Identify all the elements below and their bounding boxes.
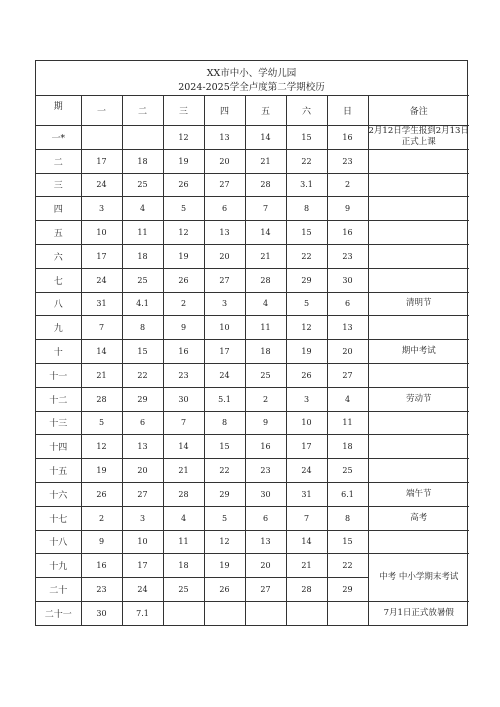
day-cell: 3 <box>81 197 122 221</box>
day-cell: 28 <box>245 173 286 197</box>
day-cell: 21 <box>286 554 327 578</box>
week-number: 八 <box>36 292 81 316</box>
day-cell: 25 <box>163 578 204 602</box>
day-cell: 19 <box>163 244 204 268</box>
week-row <box>36 173 469 197</box>
day-cell: 17 <box>81 149 122 173</box>
day-cell: 20 <box>327 340 368 364</box>
day-cell: 15 <box>327 530 368 554</box>
day-cell: 21 <box>81 363 122 387</box>
week-row <box>36 292 469 316</box>
day-cell <box>245 601 286 625</box>
day-cell: 13 <box>245 530 286 554</box>
day-cell: 26 <box>163 173 204 197</box>
day-cell: 9 <box>81 530 122 554</box>
day-cell: 16 <box>327 221 368 245</box>
day-cell: 17 <box>204 340 245 364</box>
day-cell: 28 <box>245 268 286 292</box>
day-cell: 3 <box>204 292 245 316</box>
day-cell: 10 <box>204 316 245 340</box>
day-cell: 27 <box>122 482 163 506</box>
header-notes: 备注 <box>368 96 469 126</box>
day-cell: 2 <box>163 292 204 316</box>
note-cell <box>368 221 469 245</box>
week-row <box>36 268 469 292</box>
week-number: 二十一 <box>36 601 81 625</box>
day-cell: 28 <box>286 578 327 602</box>
header-day-mon: 一 <box>81 96 122 126</box>
day-cell: 19 <box>204 554 245 578</box>
day-cell: 20 <box>122 459 163 483</box>
day-cell: 9 <box>327 197 368 221</box>
day-cell: 5 <box>163 197 204 221</box>
day-cell: 5 <box>286 292 327 316</box>
week-number: 二 <box>36 149 81 173</box>
day-cell: 8 <box>122 316 163 340</box>
day-cell: 13 <box>204 221 245 245</box>
week-row <box>36 482 469 506</box>
day-cell: 12 <box>204 530 245 554</box>
day-cell <box>163 601 204 625</box>
day-cell: 22 <box>286 244 327 268</box>
week-number: 十一 <box>36 363 81 387</box>
day-cell <box>286 601 327 625</box>
day-cell: 31 <box>286 482 327 506</box>
day-cell: 20 <box>245 554 286 578</box>
week-number: 十 <box>36 340 81 364</box>
day-cell: 26 <box>286 363 327 387</box>
day-cell: 27 <box>204 268 245 292</box>
day-cell: 9 <box>163 316 204 340</box>
week-number: 十七 <box>36 506 81 530</box>
day-cell: 23 <box>327 149 368 173</box>
day-cell: 22 <box>122 363 163 387</box>
note-cell <box>368 459 469 483</box>
week-row <box>36 244 469 268</box>
day-cell: 6.1 <box>327 482 368 506</box>
day-cell: 13 <box>327 316 368 340</box>
day-cell: 3 <box>122 506 163 530</box>
day-cell: 15 <box>122 340 163 364</box>
note-cell: 期中考试 <box>368 340 469 364</box>
note-cell <box>368 197 469 221</box>
day-cell: 29 <box>327 578 368 602</box>
day-cell: 30 <box>163 387 204 411</box>
day-cell: 24 <box>81 173 122 197</box>
day-cell: 2 <box>327 173 368 197</box>
day-cell: 25 <box>122 173 163 197</box>
note-cell <box>368 316 469 340</box>
header-day-wed: 三 <box>163 96 204 126</box>
day-cell: 17 <box>81 244 122 268</box>
note-cell: 中考 中小学期末考试 <box>368 554 469 602</box>
day-cell: 11 <box>122 221 163 245</box>
day-cell: 19 <box>163 149 204 173</box>
calendar-title <box>36 61 467 95</box>
week-row <box>36 363 469 387</box>
day-cell: 4 <box>245 292 286 316</box>
note-cell: 7月1日正式放暑假 <box>368 601 469 625</box>
note-cell: 端午节 <box>368 482 469 506</box>
week-row <box>36 221 469 245</box>
day-cell: 14 <box>245 126 286 150</box>
day-cell: 14 <box>81 340 122 364</box>
day-cell: 13 <box>204 126 245 150</box>
day-cell: 8 <box>327 506 368 530</box>
header-day-thu: 四 <box>204 96 245 126</box>
day-cell: 27 <box>245 578 286 602</box>
day-cell: 18 <box>122 149 163 173</box>
day-cell: 4 <box>122 197 163 221</box>
day-cell: 8 <box>204 411 245 435</box>
note-cell <box>368 411 469 435</box>
day-cell: 26 <box>204 578 245 602</box>
day-cell: 3 <box>286 387 327 411</box>
day-cell: 27 <box>204 173 245 197</box>
day-cell: 18 <box>122 244 163 268</box>
week-number: 十九 <box>36 554 81 578</box>
day-cell: 30 <box>327 268 368 292</box>
day-cell: 4 <box>327 387 368 411</box>
day-cell: 8 <box>286 197 327 221</box>
week-number: 四 <box>36 197 81 221</box>
day-cell: 15 <box>286 126 327 150</box>
day-cell: 21 <box>245 149 286 173</box>
day-cell: 14 <box>163 435 204 459</box>
week-row <box>36 506 469 530</box>
note-cell <box>368 244 469 268</box>
day-cell: 4 <box>163 506 204 530</box>
week-row <box>36 601 469 625</box>
day-cell: 7 <box>286 506 327 530</box>
day-cell: 20 <box>204 244 245 268</box>
day-cell: 26 <box>81 482 122 506</box>
day-cell: 24 <box>286 459 327 483</box>
week-row <box>36 435 469 459</box>
note-cell <box>368 363 469 387</box>
week-number: 十六 <box>36 482 81 506</box>
week-row <box>36 387 469 411</box>
day-cell: 6 <box>204 197 245 221</box>
day-cell: 5 <box>204 506 245 530</box>
day-cell: 6 <box>327 292 368 316</box>
day-cell: 11 <box>163 530 204 554</box>
header-day-tue: 二 <box>122 96 163 126</box>
day-cell: 28 <box>163 482 204 506</box>
day-cell: 19 <box>81 459 122 483</box>
day-cell: 30 <box>81 601 122 625</box>
day-cell: 12 <box>163 126 204 150</box>
day-cell: 18 <box>327 435 368 459</box>
day-cell: 23 <box>163 363 204 387</box>
day-cell: 15 <box>286 221 327 245</box>
day-cell: 23 <box>245 459 286 483</box>
week-number: 一* <box>36 126 81 150</box>
week-number: 二十 <box>36 578 81 602</box>
day-cell: 7 <box>245 197 286 221</box>
day-cell: 16 <box>327 126 368 150</box>
day-cell: 24 <box>204 363 245 387</box>
day-cell: 13 <box>122 435 163 459</box>
note-cell: 清明节 <box>368 292 469 316</box>
day-cell: 15 <box>204 435 245 459</box>
week-number: 十三 <box>36 411 81 435</box>
day-cell: 26 <box>163 268 204 292</box>
day-cell: 10 <box>122 530 163 554</box>
calendar-body <box>36 126 469 626</box>
note-cell <box>368 173 469 197</box>
school-calendar-sheet <box>35 60 468 626</box>
day-cell: 18 <box>163 554 204 578</box>
week-number: 七 <box>36 268 81 292</box>
note-cell <box>368 530 469 554</box>
note-cell: 2月12日学生报到2月13日正式上课 <box>368 126 469 148</box>
day-cell <box>81 126 122 150</box>
day-cell <box>327 601 368 625</box>
header-day-sat: 六 <box>286 96 327 126</box>
day-cell: 11 <box>245 316 286 340</box>
week-number: 十五 <box>36 459 81 483</box>
week-row <box>36 459 469 483</box>
day-cell: 7.1 <box>122 601 163 625</box>
day-cell: 12 <box>286 316 327 340</box>
day-cell: 5.1 <box>204 387 245 411</box>
day-cell: 2 <box>245 387 286 411</box>
day-cell: 3.1 <box>286 173 327 197</box>
day-cell: 9 <box>245 411 286 435</box>
week-row <box>36 530 469 554</box>
day-cell: 7 <box>81 316 122 340</box>
day-cell: 30 <box>245 482 286 506</box>
week-row <box>36 126 469 150</box>
day-cell: 16 <box>245 435 286 459</box>
day-cell: 22 <box>327 554 368 578</box>
day-cell: 25 <box>327 459 368 483</box>
day-cell: 29 <box>204 482 245 506</box>
day-cell: 6 <box>245 506 286 530</box>
day-cell: 20 <box>204 149 245 173</box>
day-cell: 4.1 <box>122 292 163 316</box>
week-row <box>36 149 469 173</box>
header-row <box>36 96 469 126</box>
day-cell <box>122 126 163 150</box>
day-cell: 23 <box>327 244 368 268</box>
day-cell: 14 <box>245 221 286 245</box>
day-cell: 16 <box>81 554 122 578</box>
day-cell: 31 <box>81 292 122 316</box>
note-cell <box>368 435 469 459</box>
week-row <box>36 554 469 578</box>
header-week: 期 <box>36 96 81 126</box>
day-cell: 25 <box>245 363 286 387</box>
day-cell: 12 <box>163 221 204 245</box>
note-cell: 高考 <box>368 506 469 530</box>
day-cell: 27 <box>327 363 368 387</box>
day-cell: 21 <box>245 244 286 268</box>
header-day-fri: 五 <box>245 96 286 126</box>
note-cell <box>368 268 469 292</box>
header-day-sun: 日 <box>327 96 368 126</box>
week-row <box>36 340 469 364</box>
day-cell: 29 <box>122 387 163 411</box>
week-number: 十二 <box>36 387 81 411</box>
week-row <box>36 411 469 435</box>
week-row <box>36 316 469 340</box>
day-cell: 24 <box>81 268 122 292</box>
day-cell: 29 <box>286 268 327 292</box>
week-number: 十四 <box>36 435 81 459</box>
day-cell: 11 <box>327 411 368 435</box>
week-number: 九 <box>36 316 81 340</box>
day-cell: 25 <box>122 268 163 292</box>
school-name: XX市中小、学幼儿园 <box>206 68 297 79</box>
day-cell: 2 <box>81 506 122 530</box>
note-cell <box>368 149 469 173</box>
day-cell: 10 <box>81 221 122 245</box>
day-cell: 5 <box>81 411 122 435</box>
calendar-table <box>36 95 469 625</box>
day-cell: 14 <box>286 530 327 554</box>
day-cell: 24 <box>122 578 163 602</box>
day-cell: 22 <box>204 459 245 483</box>
day-cell: 21 <box>163 459 204 483</box>
term-title: 2024-2025学全卢度第二学期校历 <box>178 82 325 93</box>
day-cell: 6 <box>122 411 163 435</box>
week-number: 三 <box>36 173 81 197</box>
note-cell: 劳动节 <box>368 387 469 411</box>
week-number: 五 <box>36 221 81 245</box>
day-cell: 19 <box>286 340 327 364</box>
day-cell: 28 <box>81 387 122 411</box>
day-cell: 7 <box>163 411 204 435</box>
day-cell: 16 <box>163 340 204 364</box>
day-cell <box>204 601 245 625</box>
week-row <box>36 197 469 221</box>
week-number: 十八 <box>36 530 81 554</box>
day-cell: 23 <box>81 578 122 602</box>
day-cell: 22 <box>286 149 327 173</box>
day-cell: 17 <box>122 554 163 578</box>
day-cell: 12 <box>81 435 122 459</box>
week-number: 六 <box>36 244 81 268</box>
day-cell: 10 <box>286 411 327 435</box>
day-cell: 18 <box>245 340 286 364</box>
day-cell: 17 <box>286 435 327 459</box>
